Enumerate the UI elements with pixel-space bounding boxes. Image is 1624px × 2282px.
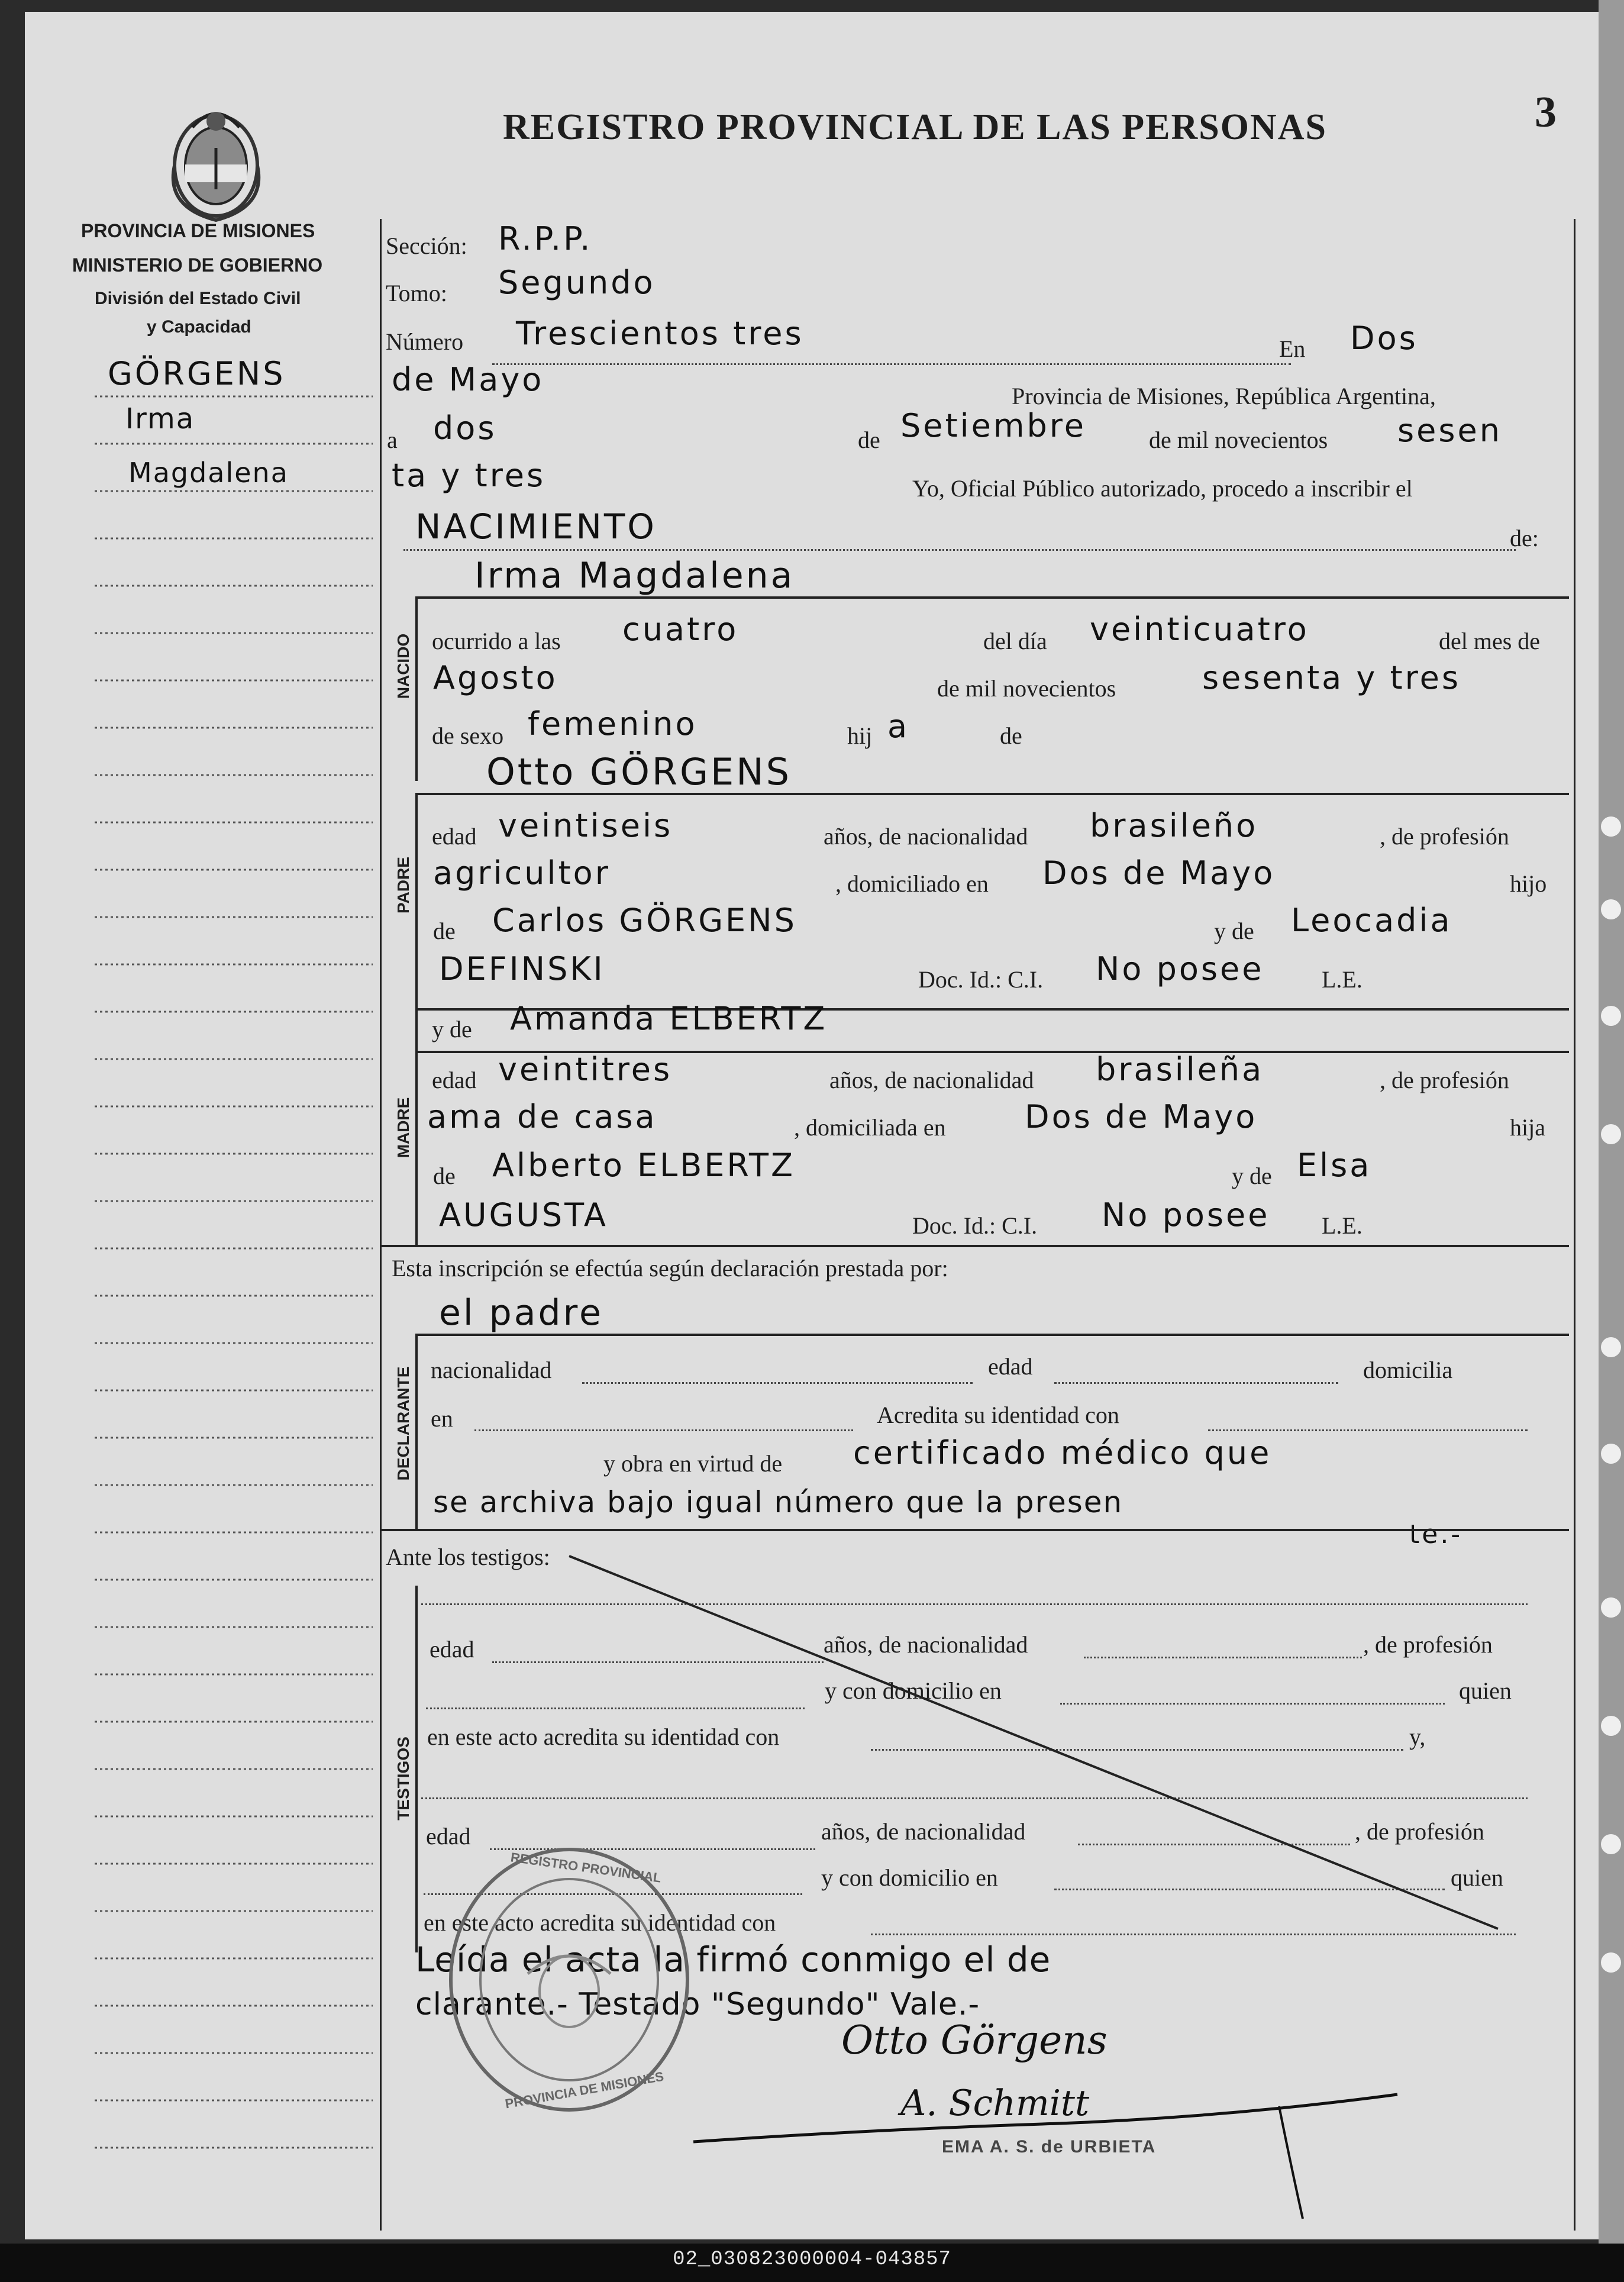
- margin-ruled-lines: [95, 379, 385, 2189]
- padre-edad: veintiseis: [498, 807, 673, 844]
- padre-padre: Carlos GÖRGENS: [492, 902, 797, 939]
- org-division: División del Estado Civil: [95, 289, 301, 308]
- ocurrido-label: ocurrido a las: [432, 628, 561, 654]
- seccion-value: R.P.P.: [498, 220, 593, 257]
- madre-edad-label: edad: [432, 1067, 477, 1093]
- testigo1-y-label: y,: [1409, 1723, 1426, 1750]
- declarante-virtud-1: certificado médico que: [853, 1434, 1272, 1471]
- declarante-en-label: en: [431, 1405, 453, 1432]
- margin-second-name: Magdalena: [128, 457, 289, 489]
- padre-madre-2: DEFINSKI: [439, 950, 605, 987]
- hij-de-label: de: [1000, 722, 1022, 749]
- padre-edad-label: edad: [432, 823, 477, 850]
- padre-dom-label: , domiciliado en: [835, 870, 989, 897]
- declarante-acredita-label: Acredita su identidad con: [877, 1402, 1119, 1428]
- seal-text-bottom: PROVINCIA DE MISIONES: [503, 2068, 665, 2112]
- declarante-edad-label: edad: [988, 1353, 1033, 1380]
- provincia-text: Provincia de Misiones, República Argentina,: [1012, 383, 1436, 409]
- madre-rule: [415, 1009, 418, 1246]
- padre-doc-label: Doc. Id.: C.I.: [918, 966, 1044, 993]
- padre-domicilio: Dos de Mayo: [1042, 854, 1276, 892]
- madre-nac-label: años, de nacionalidad: [829, 1067, 1034, 1093]
- binder-hole: [1601, 1444, 1621, 1464]
- sexo-label: de sexo: [432, 722, 504, 749]
- right-border-rule: [1574, 219, 1575, 2231]
- testigo2-nac-label: años, de nacionalidad: [821, 1818, 1026, 1845]
- padre-rule: [415, 794, 418, 1013]
- declarante-virtud-3: te.-: [1409, 1519, 1463, 1550]
- declarante-nac-label: nacionalidad: [431, 1357, 552, 1383]
- numero-line: [492, 363, 1291, 365]
- del-dia-label: del día: [983, 628, 1047, 654]
- numero-label: Número: [386, 328, 464, 355]
- declarante-top-rule: [415, 1334, 1569, 1336]
- binder-hole: [1601, 1952, 1621, 1973]
- declarante-intro: Esta inscripción se efectúa según declaración prestada por:: [392, 1255, 948, 1282]
- mes-nacimiento: Agosto: [433, 659, 558, 696]
- madre-y-de-label: y de: [432, 1016, 472, 1042]
- org-capacidad: y Capacidad: [147, 317, 251, 337]
- testigo2-quien-label: quien: [1451, 1864, 1503, 1891]
- declarante-section-label: DECLARANTE: [394, 1366, 412, 1481]
- seccion-label: Sección:: [386, 233, 467, 259]
- tomo-label: Tomo:: [386, 280, 447, 306]
- binder-hole: [1601, 816, 1621, 837]
- footer-caption: 02_030823000004-043857: [673, 2248, 951, 2271]
- nombre-inscripto: Irma Magdalena: [474, 555, 795, 596]
- declarant-signature: Otto Görgens: [841, 2018, 1108, 2063]
- testigo1-edad-label: edad: [430, 1636, 474, 1663]
- testigos-strike-line: [557, 1550, 1516, 1941]
- declarante-virtud-2: se archiva bajo igual número que la presen: [433, 1485, 1123, 1519]
- acredita-line: [1208, 1429, 1528, 1431]
- madre-edad: veintitres: [498, 1051, 673, 1088]
- padre-le-label: L.E.: [1322, 966, 1363, 993]
- madre-profesion: ama de casa: [427, 1098, 657, 1135]
- declarante-bottom-rule: [380, 1529, 1569, 1531]
- binder-hole: [1601, 1716, 1621, 1736]
- binder-hole: [1601, 899, 1621, 919]
- padre-section-label: PADRE: [394, 857, 412, 914]
- edad-line: [1054, 1382, 1338, 1384]
- en-label: En: [1279, 335, 1306, 362]
- binder-hole: [1601, 1337, 1621, 1357]
- padre-prof-label: , de profesión: [1380, 823, 1509, 850]
- madre-madre-1: Elsa: [1297, 1147, 1372, 1184]
- hij-value: a: [887, 708, 910, 745]
- nacido-top-rule: [415, 596, 1569, 599]
- margin-first-name: Irma: [125, 402, 195, 435]
- cierre-line-2: clarante.- Testado "Segundo" Vale.-: [415, 1987, 980, 2022]
- madre-doc-label: Doc. Id.: C.I.: [912, 1212, 1038, 1239]
- madre-madre-2: AUGUSTA: [439, 1196, 608, 1234]
- testigo2-prof-label: , de profesión: [1355, 1818, 1484, 1845]
- testigos-section-label: TESTIGOS: [394, 1736, 412, 1821]
- padre-nacionalidad: brasileño: [1090, 807, 1258, 844]
- binder-hole: [1601, 1597, 1621, 1618]
- binder-hole: [1601, 1006, 1621, 1026]
- dia-value: dos: [433, 409, 497, 447]
- org-ministry: MINISTERIO DE GOBIERNO: [72, 254, 323, 276]
- anio-text: de mil novecientos: [1149, 427, 1328, 453]
- column-rule: [380, 219, 382, 2231]
- testigo1-quien-label: quien: [1459, 1677, 1512, 1704]
- anio-nacimiento: sesenta y tres: [1202, 659, 1461, 696]
- madre-nacionalidad: brasileña: [1096, 1051, 1264, 1088]
- padre-nombre: Otto GÖRGENS: [486, 750, 792, 793]
- margin-surname: GÖRGENS: [108, 355, 286, 392]
- testigo2-edad-label: edad: [426, 1823, 471, 1850]
- padre-nac-label: años, de nacionalidad: [824, 823, 1028, 850]
- footer-caption-bar: [0, 2244, 1624, 2282]
- madre-domicilio: Dos de Mayo: [1025, 1098, 1258, 1135]
- dia-nacimiento: veinticuatro: [1090, 611, 1309, 648]
- a-label: a: [387, 427, 398, 453]
- testigo1-prof-label: , de profesión: [1363, 1631, 1493, 1658]
- seal-text-top: REGISTRO PROVINCIAL: [509, 1850, 663, 1886]
- padre-doc: No posee: [1096, 950, 1264, 987]
- binder-hole: [1601, 1834, 1621, 1854]
- madre-dom-label: , domiciliada en: [794, 1114, 946, 1141]
- testigo1-nac-label: años, de nacionalidad: [824, 1631, 1028, 1658]
- hora-value: cuatro: [622, 611, 739, 648]
- mes-value: Setiembre: [900, 407, 1087, 444]
- oficial-text: Yo, Oficial Público autorizado, procedo a inscribir el: [912, 475, 1413, 502]
- page-number: 3: [1535, 88, 1557, 137]
- binder-hole: [1601, 1124, 1621, 1144]
- org-province: PROVINCIA DE MISIONES: [81, 220, 315, 241]
- padre-profesion: agricultor: [433, 854, 611, 892]
- padre-y-de-label: y de: [1214, 918, 1254, 944]
- coat-of-arms-emblem: [160, 89, 272, 225]
- declarante-virtud-label: y obra en virtud de: [603, 1450, 783, 1477]
- declarante-nombre: el padre: [439, 1292, 603, 1334]
- madre-y-de2-label: y de: [1232, 1163, 1272, 1189]
- anio-value-2: ta y tres: [392, 457, 546, 494]
- document-title: REGISTRO PROVINCIAL DE LAS PERSONAS: [503, 107, 1327, 147]
- testigos-intro: Ante los testigos:: [386, 1544, 550, 1570]
- testigos-rule: [415, 1586, 418, 1952]
- tipo-inscripcion: NACIMIENTO: [415, 506, 657, 547]
- cierre-line-1: Leída el acta la firmó conmigo el de: [415, 1939, 1051, 1980]
- del-mes-label: del mes de: [1439, 628, 1541, 654]
- testigo1-dom-label: y con domicilio en: [825, 1677, 1002, 1704]
- document-page: [25, 12, 1599, 2239]
- declarante-dom-label: domicilia: [1363, 1357, 1453, 1383]
- madre-doc: No posee: [1102, 1196, 1270, 1234]
- officer-signature: A. Schmitt: [900, 2083, 1090, 2124]
- madre-prof-label: , de profesión: [1380, 1067, 1509, 1093]
- de-colon-label: de:: [1510, 525, 1539, 551]
- madre-padre: Alberto ELBERTZ: [492, 1147, 795, 1184]
- madre-section-label: MADRE: [394, 1097, 412, 1158]
- tipo-line: [403, 549, 1516, 551]
- hij-label: hij: [847, 722, 873, 749]
- madre-hija-label: hija: [1510, 1114, 1545, 1141]
- tomo-value: Segundo: [498, 264, 656, 301]
- padre-top-rule: [415, 793, 1569, 795]
- padre-hijo-label: hijo: [1510, 870, 1547, 897]
- madre-bottom-rule: [380, 1245, 1569, 1247]
- nac-line: [582, 1382, 973, 1384]
- padre-de-label: de: [433, 918, 456, 944]
- testigo1-acredita-label: en este acto acredita su identidad con: [427, 1723, 780, 1750]
- anio-value-1: sesen: [1397, 412, 1502, 449]
- testigo2-acredita-label: en este acto acredita su identidad con: [424, 1909, 776, 1936]
- nacido-section-label: NACIDO: [394, 633, 412, 699]
- padre-madre-1: Leocadia: [1291, 902, 1452, 939]
- officer-stamp: EMA A. S. de URBIETA: [942, 2137, 1157, 2157]
- declarante-rule: [415, 1335, 418, 1530]
- madre-le-label: L.E.: [1322, 1212, 1363, 1239]
- madre-de-label: de: [433, 1163, 456, 1189]
- numero-value: Trescientos tres: [516, 315, 804, 352]
- sexo-value: femenino: [528, 705, 698, 743]
- anio-nac-label: de mil novecientos: [937, 675, 1116, 702]
- testigo2-dom-label: y con domicilio en: [821, 1864, 998, 1891]
- lugar-value-1: Dos: [1350, 319, 1418, 357]
- en-line: [474, 1429, 853, 1431]
- madre-nombre: Amanda ELBERTZ: [510, 1000, 828, 1037]
- nacido-rule: [415, 598, 418, 781]
- lugar-value-2: de Mayo: [392, 361, 544, 398]
- de-label: de: [858, 427, 880, 453]
